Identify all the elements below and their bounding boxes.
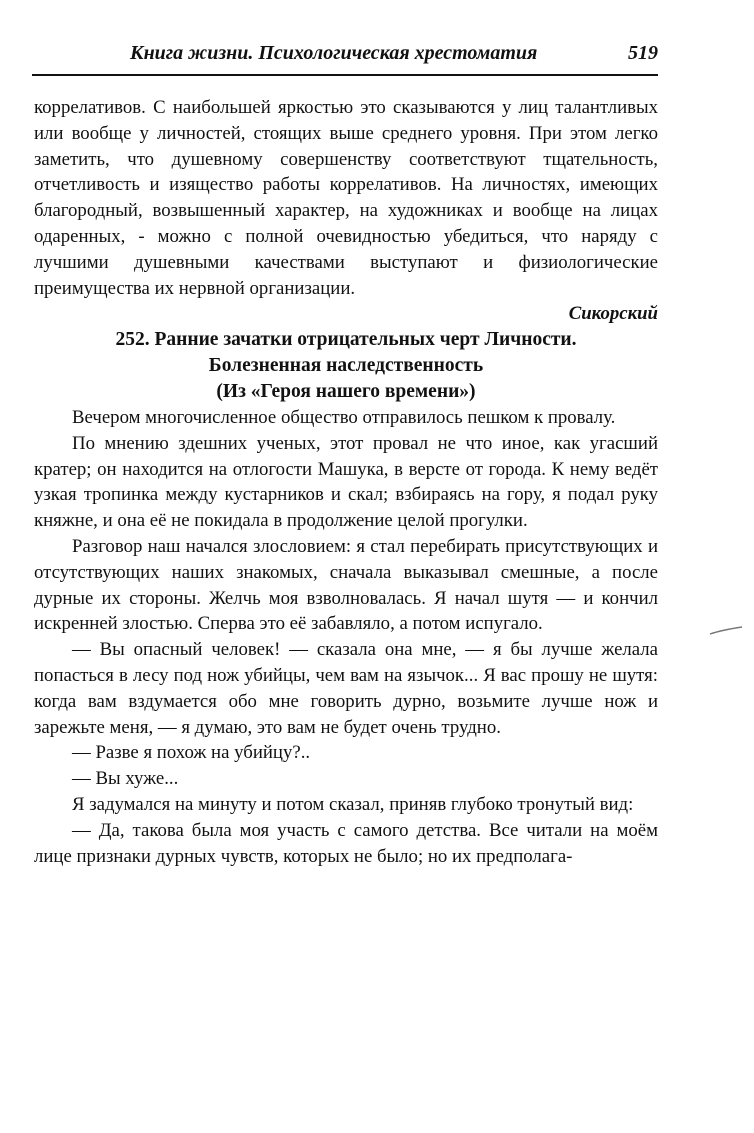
page-number: 519 <box>628 42 658 64</box>
section-title-line2: Болезненная наследственность <box>208 355 484 377</box>
running-header <box>32 36 658 76</box>
section-title-line1: Ранние зачатки отрицательных черт Личности. <box>154 329 577 351</box>
paragraph: Вечером многочисленное общество отправилось пешком к провалу. <box>72 406 616 428</box>
continuation-paragraph: коррелативов. С наибольшей яркостью это сказываются у лиц талантливых или вообще у личностей, стоящих выше среднего уровня. При этом легко заметить, что душевному совершенству соответствуют тщательность, отчетливость и изящество работы коррелативов. На личностях, имеющих благородный, возвышенный характер, на художниках и вообще на лицах одаренных, - можно с полной очевидностью убедиться, что наряду с лучшими душевными качествами выступают и физиологические преимущества их нервной организации. <box>34 97 658 299</box>
running-header-title: Книга жизни. Психологическая хрестоматия <box>130 42 538 64</box>
paragraph: Я задумался на минуту и потом сказал, приняв глубоко тронутый вид: <box>72 793 634 815</box>
section-heading <box>34 327 658 379</box>
dialogue-line: — Да, такова была моя участь с самого детства. Все читали на моём лице признаки дурных чувств, которых не было; но их предполага- <box>34 819 658 867</box>
pencil-mark <box>708 620 744 640</box>
section-subtitle: (Из «Героя нашего времени») <box>216 381 476 403</box>
section-number: 252. <box>115 329 150 351</box>
dialogue-line: — Вы опасный человек! — сказала она мне, — я бы лучше желала попасться в лесу под нож убийцы, чем вам на язычок... Я вас прошу не шутя: когда вам вздумается обо мне говорить дурно, возьмите лучше нож и зарежьте меня, — я думаю, это вам не будет очень трудно. <box>34 639 658 738</box>
dialogue-line: — Разве я похож на убийцу?.. <box>72 742 311 764</box>
paragraph: Разговор наш начался злословием: я стал перебирать присутствующих и отсутствующих наших знакомых, сначала выказывал смешные, а после дурные их стороны. Желчь моя взволновалась. Я начал шутя — и кончил искренней злостью. Сперва это её забавляло, а потом испугало. <box>34 535 658 635</box>
dialogue-line: — Вы хуже... <box>72 768 179 790</box>
paragraph: По мнению здешних ученых, этот провал не что иное, как угасший кратер; он находится на отлогости Машука, в версте от города. К нему ведёт узкая тропинка между кустарников и скал; взбираясь на гору, я подал руку княжне, и она её не покидала в продолжение целой прогулки. <box>34 432 658 532</box>
author-signature: Сикорский <box>568 303 658 325</box>
page-body <box>34 95 658 869</box>
